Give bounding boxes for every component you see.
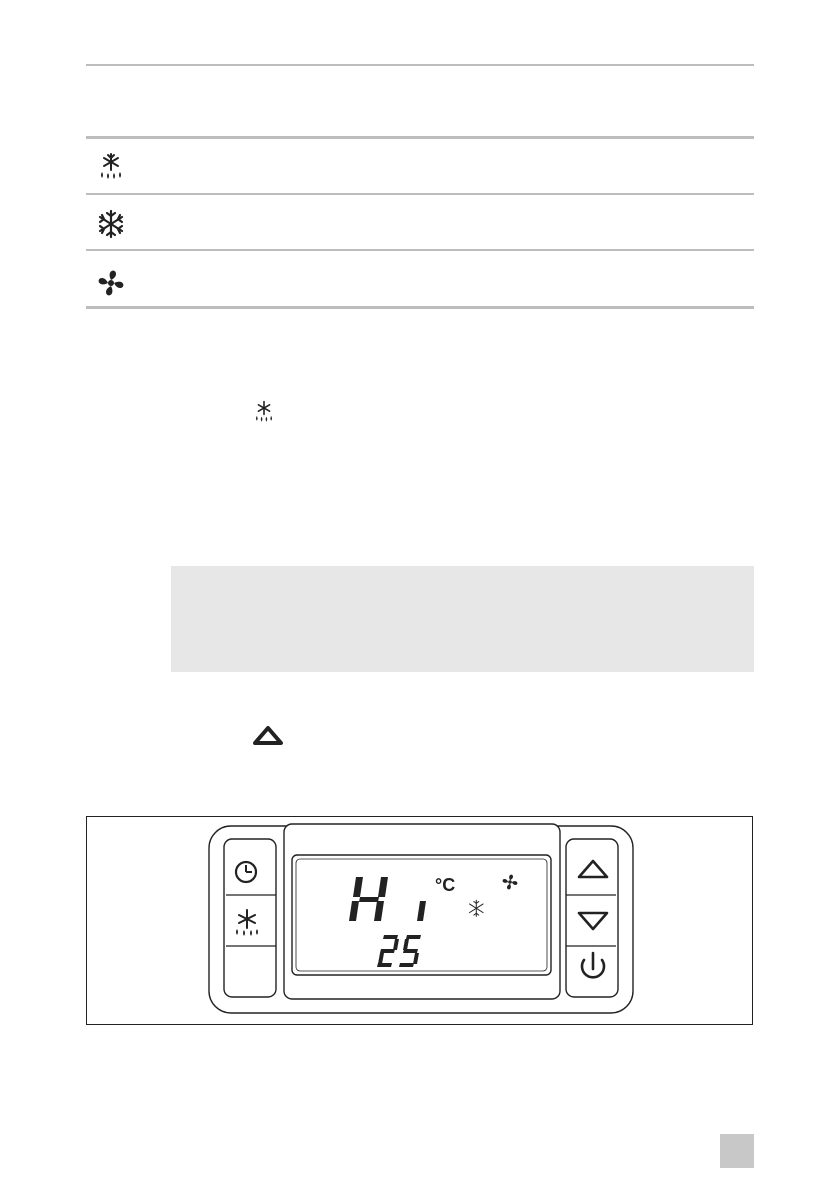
table-row [86,195,754,251]
display-unit: °C [435,875,456,895]
top-rule [86,64,754,66]
control-panel-figure [86,816,753,1025]
table-rule [86,306,754,309]
up-arrow-icon [252,724,284,746]
snowflake-icon [96,209,126,239]
note-box [171,566,754,672]
page-number-box [720,1134,754,1168]
control-panel [87,817,752,1024]
table-row [86,251,754,307]
defrost-icon [252,398,276,426]
defrost-icon [96,152,126,182]
table-row [86,139,754,195]
fan-icon [96,268,126,298]
